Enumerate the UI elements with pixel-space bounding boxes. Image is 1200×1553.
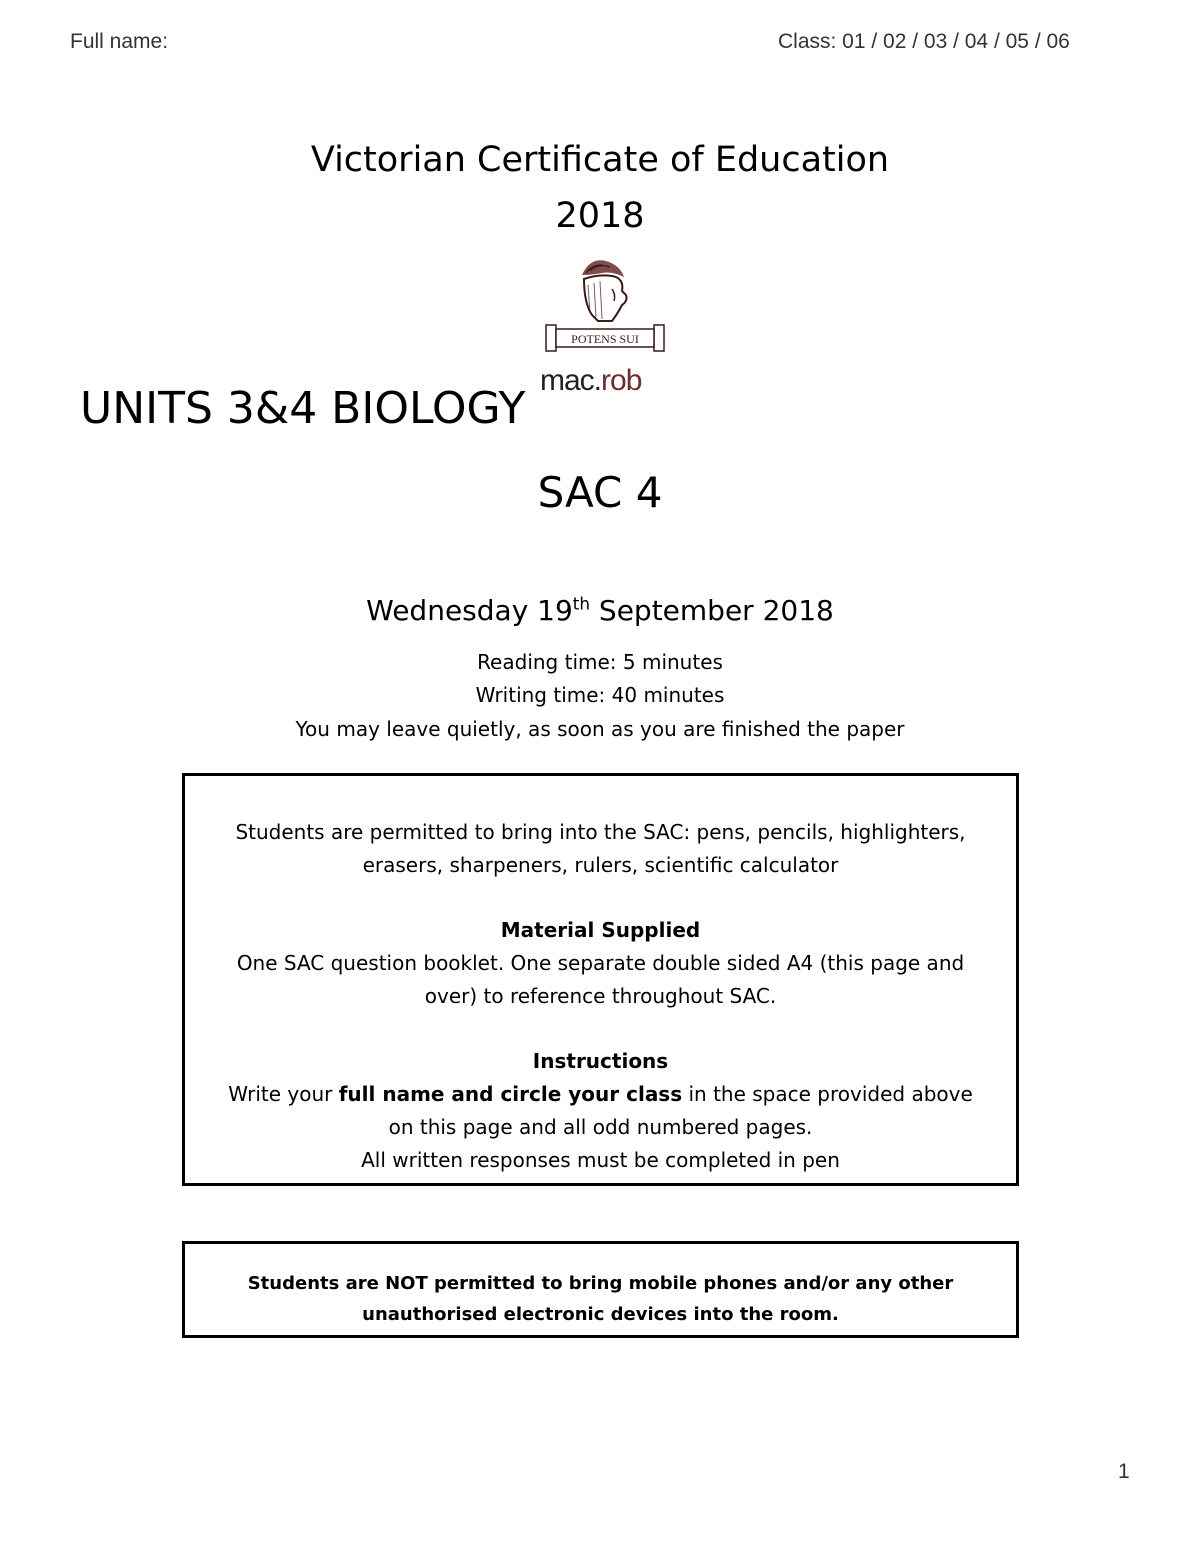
page-number: 1 bbox=[1118, 1460, 1130, 1483]
full-name-label: Full name: bbox=[70, 30, 169, 53]
logo-wordmark-rob: rob bbox=[601, 364, 642, 397]
exam-date-day: Wednesday 19 bbox=[366, 594, 573, 627]
sac-title: SAC 4 bbox=[537, 468, 663, 517]
leave-note: You may leave quietly, as soon as you are finished the paper bbox=[295, 717, 905, 741]
instructions-text-bold: full name and circle your class bbox=[338, 1082, 683, 1106]
permitted-items: Students are permitted to bring into the SAC: pens, pencils, highlighters, erasers, sharpeners, rulers, scientific calculator bbox=[235, 820, 966, 877]
exam-date bbox=[0, 594, 1200, 627]
warning-text: Students are NOT permitted to bring mobile phones and/or any other unauthorised electronic devices into the room. bbox=[247, 1273, 954, 1325]
helmet-crest-icon bbox=[540, 255, 670, 355]
exam-date-suffix: th bbox=[572, 593, 591, 614]
material-text: One SAC question booklet. One separate double sided A4 (this page and over) to reference throughout SAC. bbox=[236, 951, 965, 1008]
certificate-year: 2018 bbox=[555, 196, 645, 236]
logo-wordmark bbox=[540, 364, 670, 398]
exam-date-rest: September 2018 bbox=[590, 594, 834, 627]
instructions-text bbox=[215, 1078, 986, 1144]
subject-title: UNITS 3&4 BIOLOGY bbox=[80, 383, 526, 434]
instructions-heading: Instructions bbox=[532, 1049, 669, 1073]
school-logo bbox=[540, 255, 670, 395]
class-label: Class: 01 / 02 / 03 / 04 / 05 / 06 bbox=[778, 30, 1070, 53]
warning-box bbox=[182, 1241, 1019, 1338]
reading-time: Reading time: 5 minutes bbox=[477, 650, 723, 674]
material-heading: Material Supplied bbox=[500, 918, 701, 942]
instructions-text-part1: Write your bbox=[228, 1082, 339, 1106]
logo-wordmark-mac: mac. bbox=[540, 364, 602, 397]
logo-banner-text: POTENS SUI bbox=[571, 332, 639, 346]
writing-time: Writing time: 40 minutes bbox=[475, 683, 725, 707]
certificate-title: Victorian Certificate of Education bbox=[310, 140, 890, 180]
instructions-text-part2: in the space provided above on this page and all odd numbered pages. bbox=[388, 1082, 973, 1139]
instructions-pen: All written responses must be completed in pen bbox=[361, 1148, 840, 1172]
instructions-box bbox=[182, 773, 1019, 1186]
